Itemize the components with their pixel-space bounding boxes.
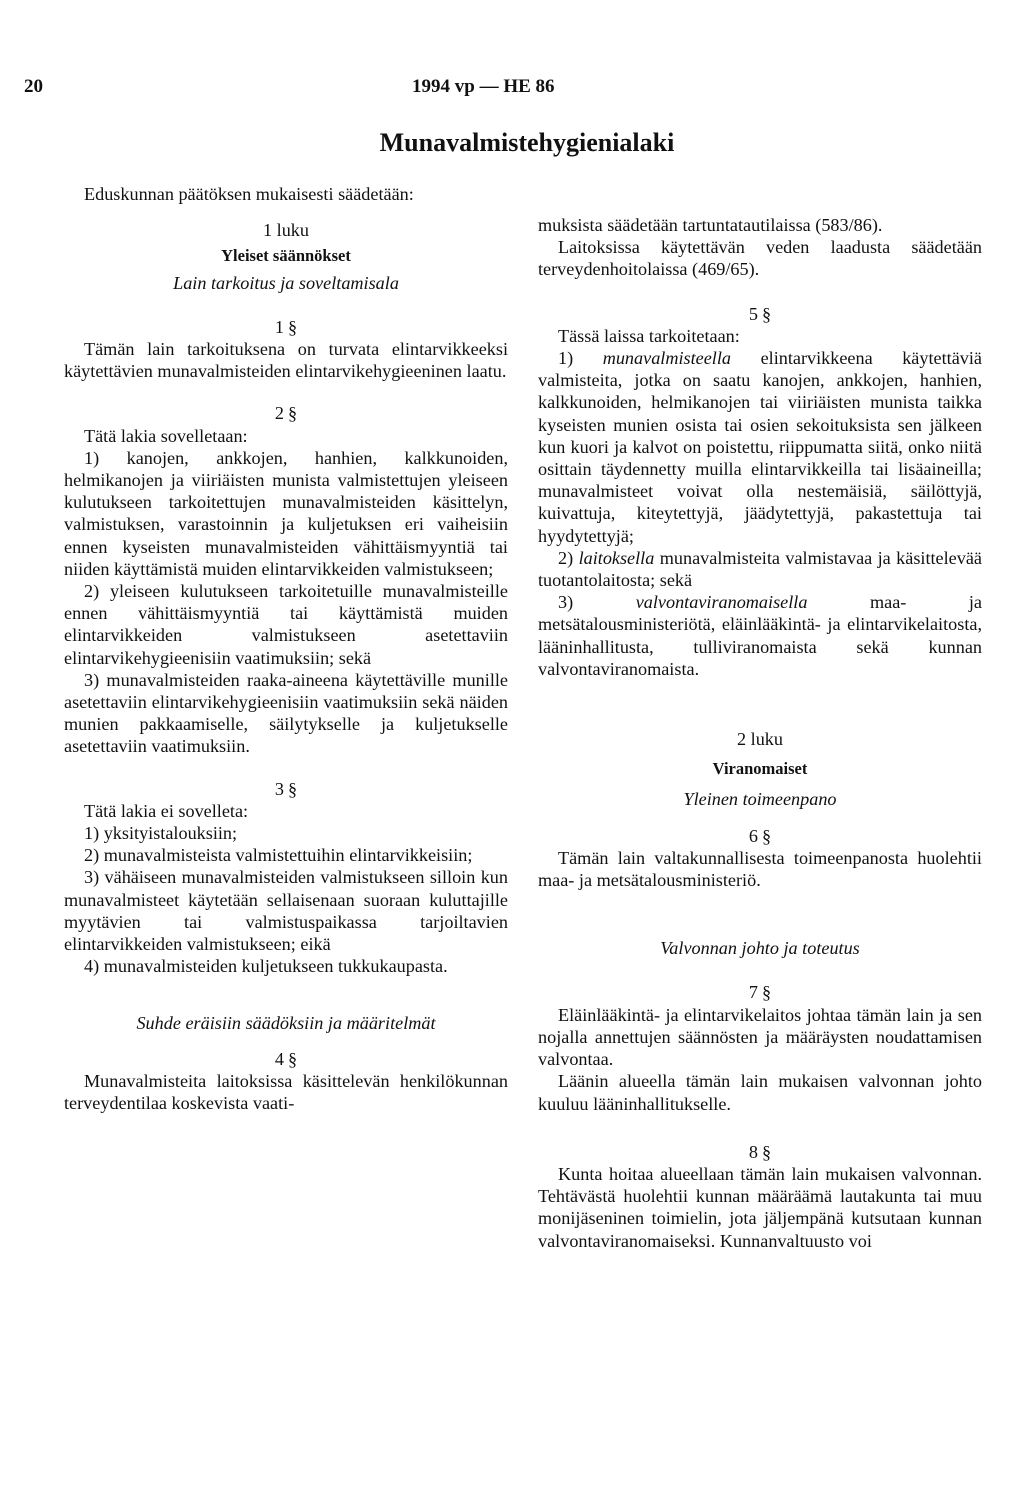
- section-text: Munavalmisteita laitoksissa käsittelevän henkilökunnan terveydentilaa koskevista vaati-: [64, 1070, 508, 1114]
- section-text: Tätä lakia sovelletaan:: [84, 425, 248, 446]
- defined-term: laitoksella: [578, 547, 655, 568]
- left-column: [64, 183, 508, 1114]
- definition-text: elintarvikkeena käytettäviä valmisteita, jotka on saatu kanojen, ankkojen, hanhien, kalkkunoiden, helmikanojen tai viiriäisten munista taikka kyseisten munien osista tai osien sekoituksista sen jälkeen kun kuori ja kalvot on poistettu, riippumatta siitä, onko niitä osittain täydennetty muilla elintarvikkeilla tai lisäaineilla; munavalmisteet voivat olla nestemäisiä, säilöttyjä, kuivattuja, kiteytettyjä, jäädytettyjä, pakastettuja tai hyydytettyjä;: [538, 348, 982, 546]
- list-item: 3) valvontaviranomaisella maa- ja metsätalousministeriötä, eläinlääkintä- ja elintarvikelaitosta, lääninhallitusta, tulliviranomaista sekä kunnan valvontaviranomaista.: [538, 592, 982, 679]
- running-head: 1994 vp — HE 86: [412, 76, 555, 97]
- chapter-heading: Viranomaiset: [712, 759, 808, 779]
- section-text: Kunta hoitaa alueellaan tämän lain mukaisen valvonnan. Tehtävästä huolehtii kunnan määräämä lautakunta tai muu monijäseninen toimielin, jota jäljempänä kutsutaan kunnan valvontaviranomaiseksi. Kunnanvaltuusto voi: [538, 1163, 982, 1251]
- section-number: 8: [748, 1141, 758, 1162]
- enacting-clause: Eduskunnan päätöksen mukaisesti säädetään:: [84, 184, 414, 204]
- section-text: Läänin alueella tämän lain mukaisen valvonnan johto kuuluu lääninhallitukselle.: [538, 1071, 982, 1114]
- section-text: Tämän lain tarkoituksena on turvata elintarvikkeeksi käytettävien munavalmisteiden elintarvikehygieeninen laatu.: [64, 339, 508, 382]
- section-number: 7: [748, 982, 758, 1003]
- right-column: [538, 214, 982, 1252]
- section-mark: 4 §: [274, 1048, 298, 1069]
- subheading: Lain tarkoitus ja soveltamisala: [173, 272, 399, 293]
- section-number: 1: [274, 316, 284, 337]
- definition-text: munavalmisteita valmistavaa ja käsittelevää tuotantolaitosta; sekä: [538, 547, 982, 591]
- act-title: Munavalmistehygienialaki: [379, 128, 675, 157]
- subheading: Suhde eräisiin säädöksiin ja määritelmät: [136, 1012, 436, 1033]
- section-mark: 7 §: [748, 982, 772, 1003]
- section-text: Tämän lain valtakunnallisesta toimeenpanosta huolehtii maa- ja metsätalousministeriö.: [538, 847, 982, 891]
- section-number: 3: [274, 778, 284, 799]
- list-item: 2) laitoksella munavalmisteita valmistavaa ja käsittelevää tuotantolaitosta; sekä: [538, 547, 982, 591]
- chapter-number: 2 luku: [737, 729, 783, 750]
- definition-text: maa- ja metsätalousministeriötä, eläinlääkintä- ja elintarvikelaitosta, lääninhallitusta, tulliviranomaista sekä kunnan valvontaviranomaista.: [538, 592, 982, 679]
- section-text: Eläinlääkintä- ja elintarvikelaitos johtaa tämän lain ja sen nojalla annettujen säännösten ja määräysten noudattamisen valvontaa.: [538, 1004, 982, 1070]
- list-item: 2) yleiseen kulutukseen tarkoitetuille munavalmisteille ennen vähittäismyyntiä tai käyttämistä muiden elintarvikkeiden valmistukseen asetettaviin elintarvikehygieenisiin vaatimuksiin; sekä: [64, 581, 508, 668]
- section-number: 5: [748, 303, 758, 324]
- chapter-number: 1 luku: [263, 220, 309, 241]
- section-mark: 3 §: [274, 778, 298, 799]
- list-item: 1) munavalmisteella elintarvikkeena käytettäviä valmisteita, jotka on saatu kanojen, ankkojen, hanhien, kalkkunoiden, helmikanojen tai viiriäisten munista taikka kyseisten munien osista tai osien sekoituksista sen jälkeen kun kuori ja kalvot on poistettu, riippumatta siitä, onko niitä osittain täydennetty muilla elintarvikkeilla tai lisäaineilla; munavalmisteet voivat olla nestemäisiä, säilöttyjä, kuivattuja, kiteytettyjä, jäädytettyjä, pakastettuja tai hyydytettyjä;: [538, 348, 982, 546]
- list-item: 1) kanojen, ankkojen, hanhien, kalkkunoiden, helmikanojen ja viiriäisten munista valmistettujen yleiseen kulutukseen tarkoitettujen munavalmisteiden käsittelyn, valmistuksen, varastoinnin ja kuljetuksen eri vaiheisiin ennen kyseisten munavalmisteiden vähittäismyyntiä tai niiden käyttämistä muiden elintarvikkeiden valmistukseen;: [64, 447, 508, 579]
- section-text: muksista säädetään tartuntatautilaissa (583/86).: [538, 215, 883, 235]
- subheading: Yleinen toimeenpano: [683, 789, 837, 810]
- section-text: Tätä lakia ei sovelleta:: [84, 800, 249, 821]
- chapter-heading: Yleiset säännökset: [221, 246, 351, 266]
- section-mark: 1 §: [274, 316, 298, 337]
- list-item: 1) yksityistalouksiin;: [84, 823, 238, 844]
- list-item: 3) munavalmisteiden raaka-aineena käytettäville munille asetettaviin elintarvikehygieenisiin vaatimuksiin sekä näiden munien pakkaamiselle, säilytykselle ja kuljetukselle asetettaviin vaatimuksiin.: [64, 669, 508, 757]
- section-mark: 5 §: [748, 303, 772, 324]
- section-number: 4: [274, 1048, 284, 1069]
- section-number: 2: [274, 403, 284, 424]
- section-mark: 6 §: [748, 825, 772, 846]
- list-item: 2) munavalmisteista valmistettuihin elintarvikkeisiin;: [84, 845, 473, 866]
- defined-term: valvontaviranomaisella: [635, 592, 808, 613]
- defined-term: munavalmisteella: [602, 348, 732, 369]
- page-number: 20: [24, 76, 43, 97]
- subheading: Valvonnan johto ja toteutus: [660, 938, 860, 959]
- section-text: Laitoksissa käytettävän veden laadusta säädetään terveydenhoitolaissa (469/65).: [538, 237, 982, 280]
- list-item: 3) vähäiseen munavalmisteiden valmistukseen silloin kun munavalmisteet käytetään sellaisenaan suoraan kuluttajille myytävien tai valmistuspaikassa tarjoiltavien elintarvikkeiden valmistukseen; eikä: [64, 867, 508, 955]
- section-number: 6: [748, 825, 758, 846]
- list-item: 4) munavalmisteiden kuljetukseen tukkukaupasta.: [84, 956, 448, 977]
- section-mark: 2 §: [274, 403, 298, 424]
- section-text: Tässä laissa tarkoitetaan:: [558, 325, 740, 346]
- section-mark: 8 §: [748, 1141, 772, 1162]
